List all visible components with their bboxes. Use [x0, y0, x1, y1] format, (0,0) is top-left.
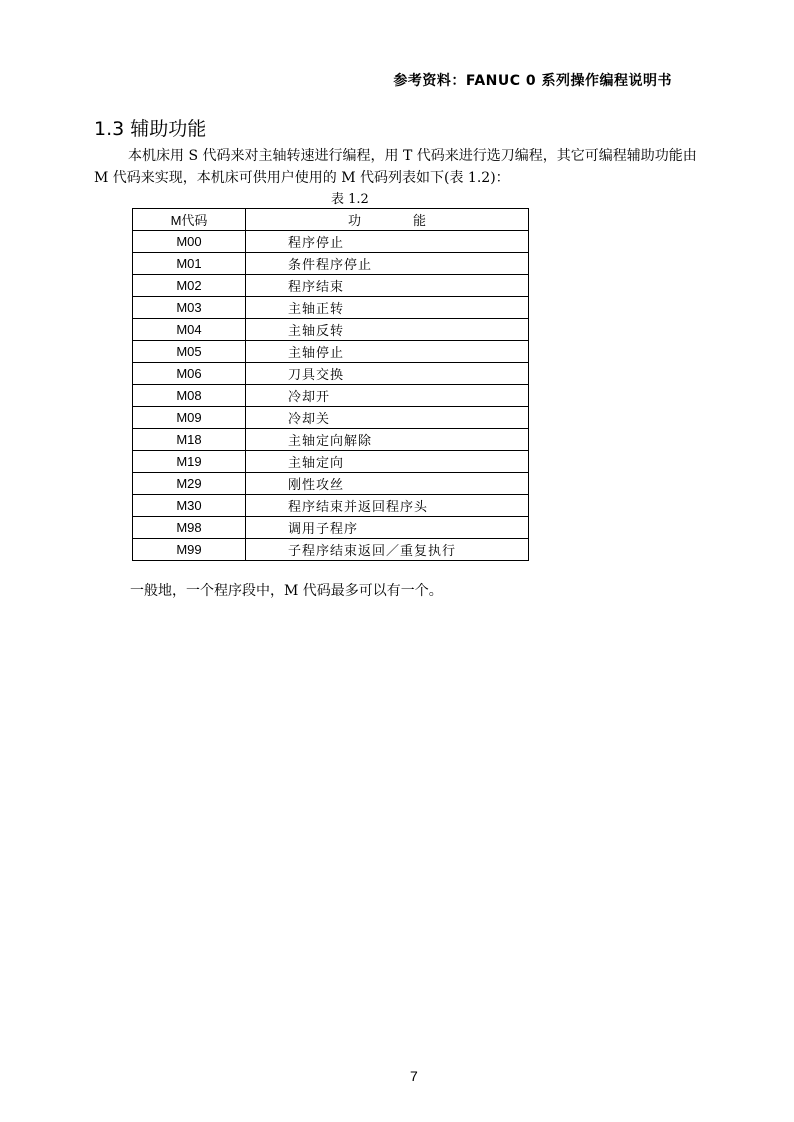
table-row	[133, 473, 529, 495]
function-cell: 冷却开	[246, 385, 529, 407]
table-row	[133, 231, 529, 253]
m-code-cell: M06	[133, 363, 246, 385]
function-cell: 程序停止	[246, 231, 529, 253]
m-code-cell: M98	[133, 517, 246, 539]
header-function	[246, 209, 529, 231]
table-row	[133, 297, 529, 319]
intro-paragraph: 本机床用 S 代码来对主轴转速进行编程，用 T 代码来进行选刀编程，其它可编程辅助功能由 M 代码来实现，本机床可供用户使用的 M 代码列表如下(表 1.2)：	[94, 148, 697, 186]
function-cell: 条件程序停止	[246, 253, 529, 275]
table-row	[133, 429, 529, 451]
m-code-cell: M09	[133, 407, 246, 429]
function-cell: 冷却关	[246, 407, 529, 429]
table-row	[133, 539, 529, 561]
m-code-cell: M19	[133, 451, 246, 473]
table-row	[133, 517, 529, 539]
table-header-row	[133, 209, 529, 231]
function-cell: 主轴定向解除	[246, 429, 529, 451]
table-row	[133, 319, 529, 341]
header-function-b: 能	[413, 214, 427, 229]
header-code: M代码	[133, 209, 246, 231]
table-row	[133, 385, 529, 407]
section-number: 1.3	[94, 118, 125, 140]
m-code-cell: M08	[133, 385, 246, 407]
table-row	[133, 363, 529, 385]
function-cell: 刚性攻丝	[246, 473, 529, 495]
table-row	[133, 275, 529, 297]
m-code-cell: M03	[133, 297, 246, 319]
m-code-cell: M04	[133, 319, 246, 341]
function-cell: 主轴正转	[246, 297, 529, 319]
function-cell: 主轴反转	[246, 319, 529, 341]
header-function-a: 功	[347, 214, 361, 229]
m-code-cell: M18	[133, 429, 246, 451]
function-cell: 程序结束	[246, 275, 529, 297]
table-row	[133, 495, 529, 517]
function-cell: 子程序结束返回／重复执行	[246, 539, 529, 561]
function-cell: 刀具交换	[246, 363, 529, 385]
m-code-table	[132, 208, 529, 561]
section-heading	[94, 114, 206, 141]
table-row	[133, 253, 529, 275]
m-code-cell: M29	[133, 473, 246, 495]
m-code-cell: M01	[133, 253, 246, 275]
function-cell: 调用子程序	[246, 517, 529, 539]
table-caption: 表 1.2	[331, 192, 369, 207]
function-cell: 程序结束并返回程序头	[246, 495, 529, 517]
m-code-cell: M00	[133, 231, 246, 253]
note-paragraph: 一般地，一个程序段中，M 代码最多可以有一个。	[130, 583, 443, 599]
m-code-cell: M02	[133, 275, 246, 297]
table-row	[133, 451, 529, 473]
m-code-cell: M05	[133, 341, 246, 363]
function-cell: 主轴定向	[246, 451, 529, 473]
table-row	[133, 407, 529, 429]
section-title-text: 辅助功能	[130, 118, 207, 140]
function-cell: 主轴停止	[246, 341, 529, 363]
page-number: 7	[410, 1068, 418, 1084]
m-code-cell: M99	[133, 539, 246, 561]
m-code-cell: M30	[133, 495, 246, 517]
table-row	[133, 341, 529, 363]
page-header: 参考资料：FANUC 0 系列操作编程说明书	[393, 73, 672, 89]
